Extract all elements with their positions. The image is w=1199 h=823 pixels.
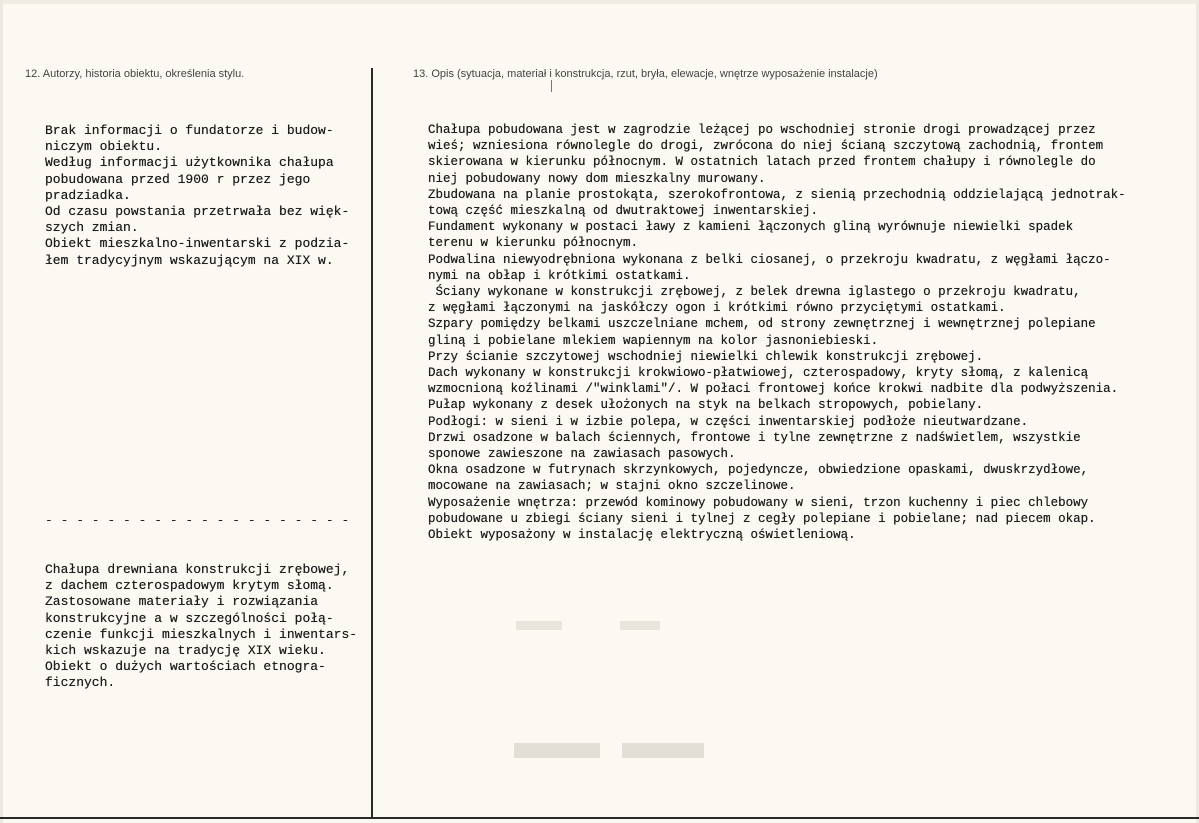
- column-divider: [371, 68, 373, 818]
- bottom-rule: [0, 817, 1199, 819]
- paper-smudge: [514, 743, 600, 758]
- paper-smudge: [622, 743, 704, 758]
- heading-tick-mark: [551, 80, 552, 92]
- dashed-separator: - - - - - - - - - - - - - - - - - - - -: [45, 513, 350, 528]
- paper-smudge: [516, 621, 562, 630]
- card-top-edge: [0, 0, 1199, 4]
- authors-history-text: Brak informacji o fundatorze i budow- niczym obiektu. Według informacji użytkownika chałupa pobudowana przed 1900 r przez jego pradziadka. Od czasu powstania przetrwała bez więk- szych zmian. Obiekt mieszkalno-inwentarski z podzia- łem tradycyjnym wskazującym na XIX w.: [45, 123, 350, 268]
- section-13-heading: 13. Opis (sytuacja, materiał i konstrukcja, rzut, bryła, elewacje, wnętrze wyposażenie instalacje): [413, 68, 878, 80]
- card-left-edge: [0, 0, 3, 823]
- building-description-text: Chałupa pobudowana jest w zagrodzie leżącej po wschodniej stronie drogi prowadzącej przez wieś; wzniesiona równolegle do drogi, zwrócona do niej ścianą szczytową zachodnią, frontem skierowana w kierunku północnym. W ostatnich latach przed frontem chałupy i równolegle do niej pobudowany nowy dom mieszkalny murowany. Zbudowana na planie prostokąta, szerokofrontowa, z sienią przechodnią oddzielającą jednotrak- tową część mieszkalną od dwutraktowej inwentarskiej. Fundament wykonany w postaci ławy z kamieni łączonych gliną wyrównuje niewielki spadek terenu w kierunku północnym. Podwalina niewyodrębniona wykonana z belki ciosanej, o przekroju kwadratu, z węgłami łączo- nymi na obłap i krótkimi ostatkami. Ściany wykonane w konstrukcji zrębowej, z belek drewna iglastego o przekroju kwadratu, z węgłami łączonymi na jaskółczy ogon i krótkimi równo przyciętymi ostatkami. Szpary pomiędzy belkami uszczelniane mchem, od strony zewnętrznej i wewnętrznej polepiane gliną i pobielane mlekiem wapiennym na kolor jasnoniebieski. Przy ścianie szczytowej wschodniej niewielki chlewik konstrukcji zrębowej. Dach wykonany w konstrukcji krokwiowo-płatwiowej, czterospadowy, kryty słomą, z kalenicą wzmocnioną koźlinami /"winklami"/. W połaci frontowej końce krokwi nadbite dla podwyższenia. Pułap wykonany z desek ułożonych na styk na belkach stropowych, pobielany. Podłogi: w sieni i w izbie polepa, w części inwentarskiej podłoże nieutwardzane. Drzwi osadzone w balach ściennych, frontowe i tylne zewnętrzne z nadświetlem, wszystkie sponowe zawieszone na zawiasach pasowych. Okna osadzone w futrynach skrzynkowych, pojedyncze, obwiedzione opaskami, dwuskrzydłowe, mocowane na zawiasach; w stajni okno szczelinowe. Wyposażenie wnętrza: przewód kominowy pobudowany w sieni, trzon kuchenny i piec chlebowy pobudowane u zbiegi ściany sieni i tylnej z cegły polepiane i pobielane; nad piecem okap. Obiekt wyposażony w instalację elektryczną oświetleniową.: [428, 123, 1126, 543]
- paper-smudge: [620, 621, 660, 630]
- style-assessment-text: Chałupa drewniana konstrukcji zrębowej, z dachem czterospadowym krytym słomą. Zastosowane materiały i rozwiązania konstrukcyjne a w szczególności połą- czenie funkcji mieszkalnych i inwentars- kich wskazuje na tradycję XIX wieku. Obiekt o dużych wartościach etnogra- ficznych.: [45, 562, 358, 691]
- section-12-heading: 12. Autorzy, historia obiektu, określenia stylu.: [25, 68, 245, 80]
